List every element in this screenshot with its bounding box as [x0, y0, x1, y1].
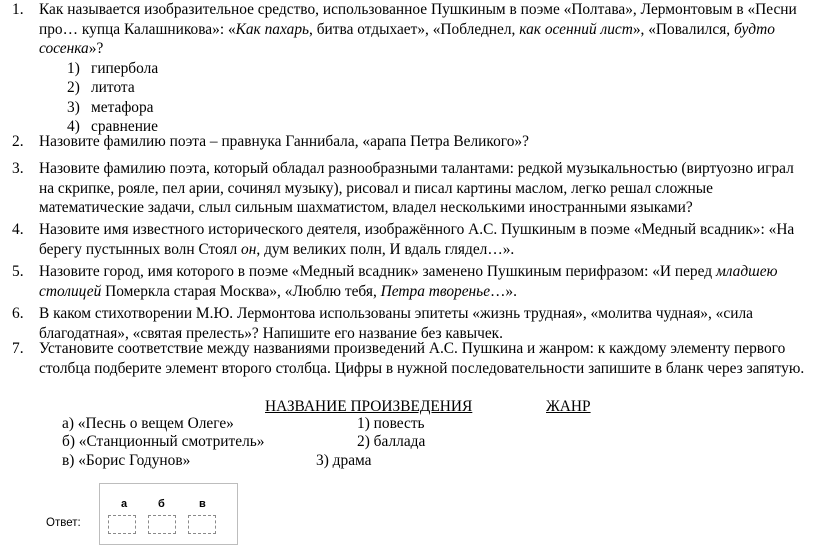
- text-fragment: Назовите фамилию поэта, который обладал разнообразными талантами: редкой музыкальностью (виртуозно играл на скрипке, рояле, пел арии, сочинял музыку), рисовал и писал картины маслом, легко решал сложные математические задачи, слыл сильным шахматистом, владел несколькими иностранными языками?: [39, 160, 794, 216]
- genre-column-header: ЖАНР: [546, 398, 591, 415]
- question-2: [12, 132, 812, 152]
- work-item-c: в) «Борис Годунов»: [62, 452, 191, 469]
- text-fragment: …».: [490, 282, 517, 300]
- genre-item-3: 3) драма: [316, 452, 372, 469]
- italic-phrase: будто сосенка: [39, 20, 775, 57]
- answer-column-label-c: в: [199, 498, 206, 510]
- italic-phrase: Петра творенье: [380, 282, 491, 300]
- question-number: 3.: [12, 160, 24, 177]
- question-5: [12, 262, 812, 301]
- question-number: 1.: [12, 1, 24, 18]
- option-4: 4) сравнение: [67, 118, 158, 135]
- question-6: [12, 304, 812, 343]
- text-fragment: , дум великих полн, И вдаль глядел…».: [256, 240, 515, 258]
- italic-phrase: младшею столицей: [39, 263, 778, 300]
- question-7: [12, 339, 812, 378]
- italic-phrase: он: [241, 240, 257, 258]
- text-fragment: »?: [88, 40, 104, 57]
- works-column-header: НАЗВАНИЕ ПРОИЗВЕДЕНИЯ: [265, 398, 473, 415]
- question-text: [39, 339, 812, 378]
- question-number: 4.: [12, 221, 24, 238]
- italic-phrase: Как пахарь: [235, 20, 310, 38]
- question-number: 6.: [12, 305, 24, 322]
- question-1: [12, 0, 812, 137]
- question-number: 7.: [12, 340, 24, 357]
- answer-cell-c[interactable]: [188, 515, 216, 534]
- question-text: [39, 0, 812, 59]
- answer-form: [99, 483, 238, 545]
- question-3: [12, 159, 812, 218]
- text-fragment: В каком стихотворении М.Ю. Лермонтова использованы эпитеты «жизнь трудная», «молитва чудная», «сила благодатная», «святая прелесть»? Напишите его название без кавычек.: [39, 305, 753, 342]
- work-item-b: б) «Станционный смотритель»: [62, 433, 265, 450]
- option-3: 3) метафора: [67, 98, 154, 116]
- question-text: [39, 159, 812, 218]
- genre-item-1: 1) повесть: [357, 415, 425, 432]
- answer-cell-b[interactable]: [148, 515, 176, 534]
- text-fragment: Назовите имя известного исторического деятеля, изображённого А.С. Пушкиным в поэме «Медный всадник»: «На берегу пустынных волн Стоял: [39, 221, 795, 258]
- answer-label: Ответ:: [46, 517, 81, 529]
- answer-column-label-a: а: [121, 498, 128, 510]
- question-text: [39, 304, 812, 343]
- question-number: 2.: [12, 133, 24, 150]
- work-item-a: а) «Песнь о вещем Олеге»: [62, 415, 234, 432]
- text-fragment: Установите соответствие между названиями произведений А.С. Пушкина и жанром: к каждому элементу первого столбца подберите элемент второго столбца. Цифры в нужной последовательности запишите в бланк через запятую.: [39, 340, 805, 377]
- option-1: 1) гипербола: [67, 59, 159, 77]
- answer-options: [67, 59, 812, 137]
- option-2: 2) литота: [67, 79, 135, 96]
- text-fragment: Как называется изобразительное средство, использованное Пушкиным в поэме «Полтава», Лермонтовым в «Песни про… купца Калашникова»: «: [39, 1, 797, 38]
- question-text: [39, 220, 812, 259]
- text-fragment: Померкла старая Москва», «Люблю тебя,: [101, 282, 381, 300]
- answer-column-label-b: б: [158, 498, 165, 510]
- text-fragment: , битва отдыхает», «Побледнел,: [309, 20, 520, 38]
- text-fragment: Назовите город, имя которого в поэме «Медный всадник» заменено Пушкиным перифразом: «И перед: [39, 263, 716, 280]
- question-text: [39, 132, 812, 152]
- question-4: [12, 220, 812, 259]
- question-number: 5.: [12, 263, 24, 280]
- answer-cell-a[interactable]: [108, 515, 136, 534]
- text-fragment: », «Повалился,: [632, 20, 734, 38]
- italic-phrase: как осенний лист: [519, 20, 633, 38]
- genre-item-2: 2) баллада: [357, 433, 426, 450]
- text-fragment: Назовите фамилию поэта – правнука Ганнибала, «арапа Петра Великого»?: [39, 133, 529, 150]
- question-text: [39, 262, 812, 301]
